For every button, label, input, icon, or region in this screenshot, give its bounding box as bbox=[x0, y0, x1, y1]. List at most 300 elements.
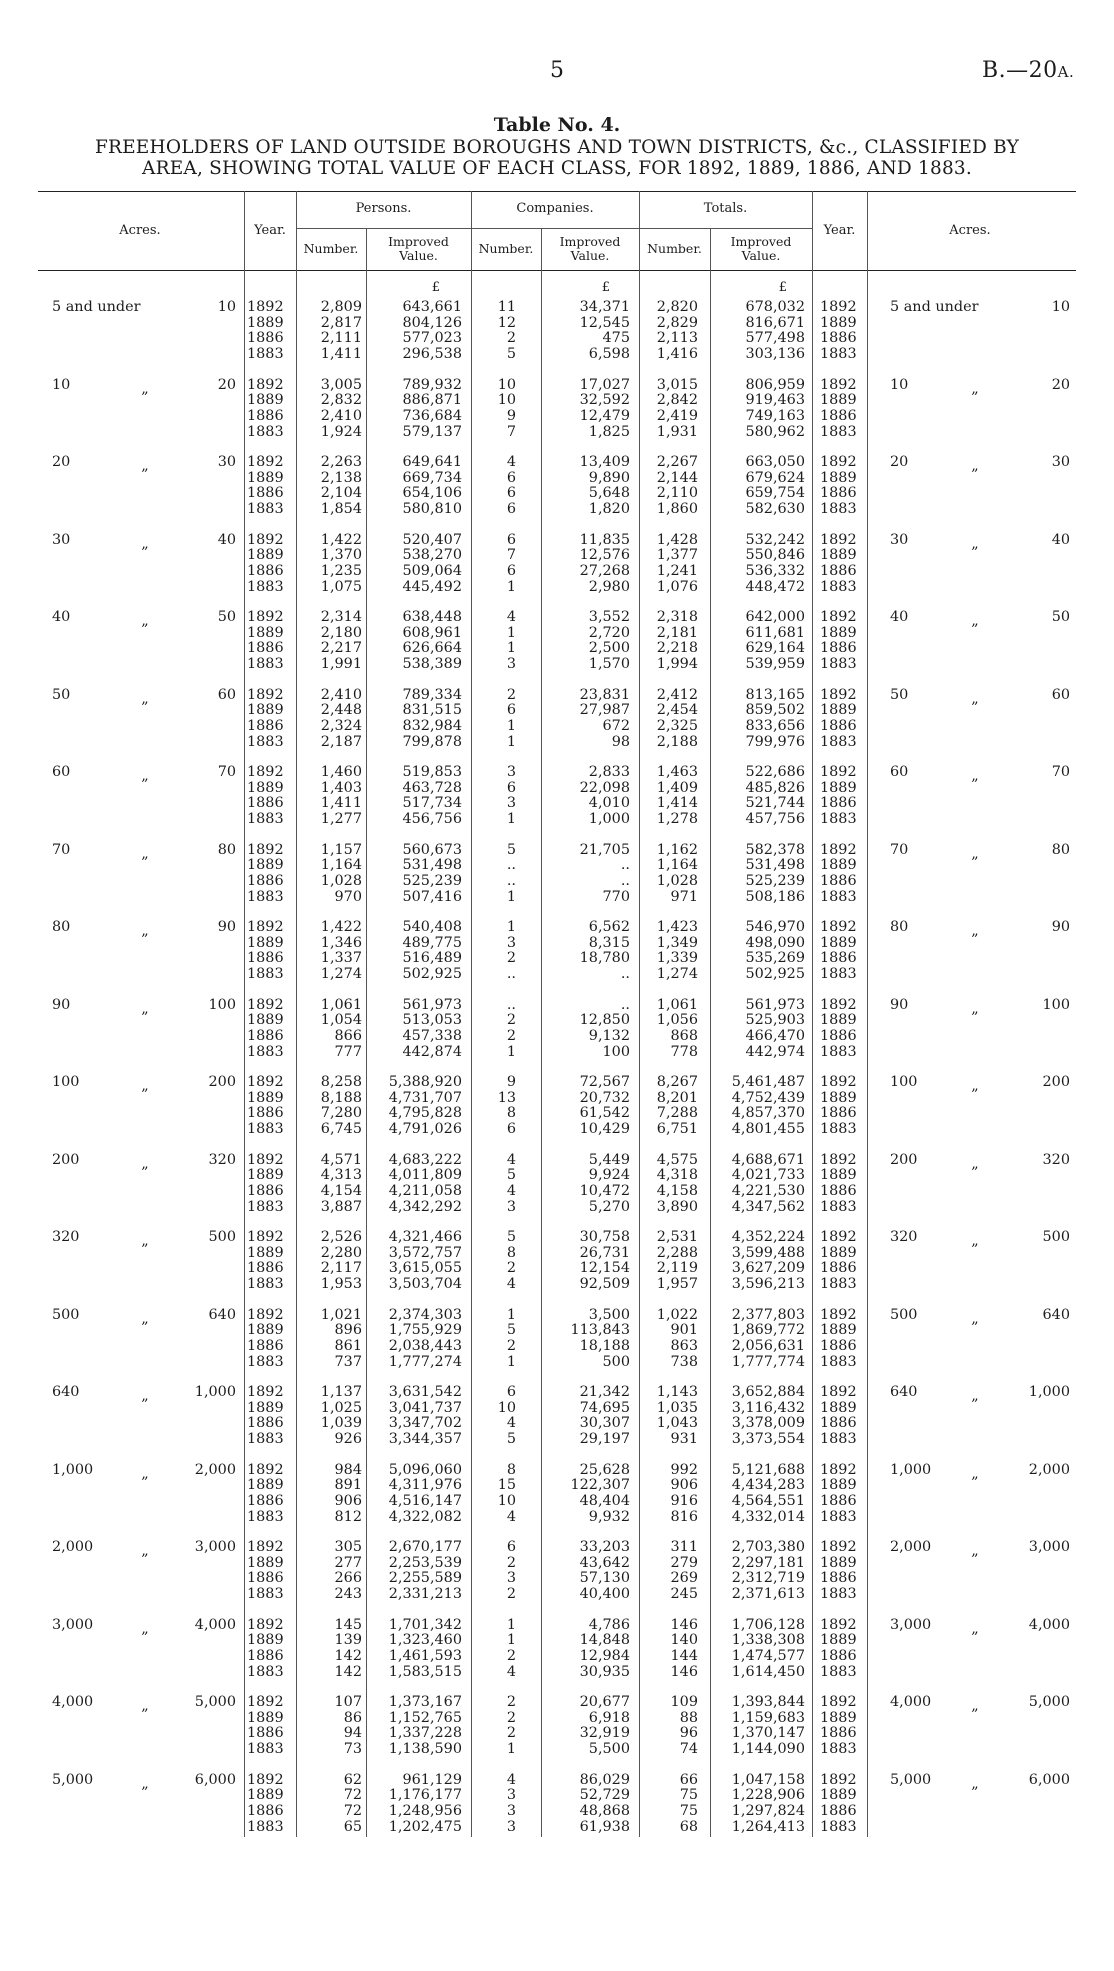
persons-number-cell: 2,324 bbox=[320, 717, 362, 734]
persons-value-cell: 649,641 bbox=[402, 454, 462, 470]
column-header-year-left: Year. bbox=[254, 223, 286, 238]
companies-value-cell: 26,731 bbox=[579, 1244, 630, 1261]
persons-number-cell: 3,005 bbox=[320, 376, 362, 393]
persons-number-cell: 2,314 bbox=[320, 609, 362, 625]
acres-to-left: 2,000 bbox=[194, 1461, 236, 1478]
totals-number-cell: 1,164 bbox=[656, 857, 698, 874]
persons-value-cell: 4,791,026 bbox=[388, 1121, 462, 1138]
acres-from-left: 1,000 bbox=[52, 1461, 94, 1478]
persons-number-cell: 1,953 bbox=[320, 1276, 362, 1293]
totals-number-cell: 8,267 bbox=[656, 1074, 698, 1090]
totals-number-cell: 1,061 bbox=[656, 996, 698, 1013]
acres-to-left: 6,000 bbox=[194, 1771, 236, 1788]
year-cell-right: 1883 bbox=[820, 1508, 857, 1525]
ditto-mark-left: „ bbox=[141, 1233, 149, 1249]
companies-number-cell: 1 bbox=[506, 717, 516, 734]
companies-number-cell: 11 bbox=[497, 299, 516, 315]
totals-number-cell: 992 bbox=[670, 1461, 698, 1478]
totals-number-cell: 1,339 bbox=[656, 950, 698, 967]
totals-number-cell: 7,288 bbox=[656, 1105, 698, 1122]
persons-value-cell: 4,342,292 bbox=[388, 1198, 462, 1215]
year-cell-right: 1883 bbox=[820, 1586, 857, 1603]
year-cell-right: 1886 bbox=[820, 950, 857, 967]
ditto-mark-left: „ bbox=[141, 845, 149, 862]
totals-number-cell: 1,241 bbox=[656, 562, 698, 579]
year-cell: 1889 bbox=[247, 779, 284, 796]
totals-number-cell: 4,318 bbox=[656, 1167, 698, 1184]
persons-number-cell: 2,104 bbox=[320, 485, 362, 502]
year-cell-right: 1892 bbox=[820, 1461, 857, 1478]
acres-from-left: 10 bbox=[52, 376, 71, 393]
persons-value-cell: 4,321,466 bbox=[388, 1229, 462, 1245]
acres-from-left: 5,000 bbox=[52, 1771, 94, 1788]
totals-value-cell: 448,472 bbox=[745, 578, 805, 595]
companies-number-cell: 4 bbox=[506, 609, 516, 625]
year-cell-right: 1886 bbox=[820, 1027, 857, 1044]
companies-value-cell: 3,552 bbox=[588, 609, 630, 625]
ditto-mark-left: „ bbox=[141, 380, 149, 397]
table-subtitle bbox=[30, 137, 1084, 179]
acres-to-right: 320 bbox=[1042, 1151, 1070, 1168]
companies-value-cell: 12,576 bbox=[579, 547, 630, 564]
year-cell-right: 1883 bbox=[820, 1818, 857, 1835]
acres-to-left: 30 bbox=[217, 454, 236, 470]
persons-value-cell: 804,126 bbox=[402, 314, 462, 331]
totals-number-cell: 96 bbox=[679, 1725, 698, 1742]
year-cell: 1886 bbox=[247, 562, 284, 579]
year-cell: 1883 bbox=[247, 1663, 284, 1680]
companies-value-cell: 32,592 bbox=[579, 392, 630, 409]
year-cell: 1886 bbox=[247, 330, 284, 347]
year-cell: 1889 bbox=[247, 392, 284, 409]
totals-value-cell: 442,974 bbox=[745, 1043, 805, 1060]
ditto-mark-left: „ bbox=[141, 1000, 149, 1017]
totals-value-cell: 532,242 bbox=[745, 531, 805, 548]
year-cell: 1883 bbox=[247, 1818, 284, 1835]
persons-number-cell: 3,887 bbox=[320, 1198, 362, 1215]
companies-number-cell: 3 bbox=[506, 1802, 516, 1819]
persons-number-cell: 1,460 bbox=[320, 764, 362, 780]
totals-number-cell: 88 bbox=[679, 1709, 698, 1726]
year-cell-right: 1889 bbox=[820, 702, 857, 719]
persons-number-cell: 2,448 bbox=[320, 702, 362, 719]
acres-to-right: 3,000 bbox=[1028, 1539, 1070, 1555]
totals-number-cell: 66 bbox=[679, 1771, 698, 1788]
companies-number-cell: 10 bbox=[497, 1399, 516, 1416]
companies-number-cell: 4 bbox=[506, 1151, 516, 1168]
year-cell: 1883 bbox=[247, 1431, 284, 1448]
acres-to-left: 200 bbox=[208, 1074, 236, 1090]
companies-value-cell: 500 bbox=[602, 1353, 630, 1370]
persons-value-cell: 4,516,147 bbox=[388, 1492, 462, 1509]
persons-number-cell: 2,117 bbox=[320, 1260, 362, 1277]
totals-value-cell: 4,564,551 bbox=[731, 1492, 805, 1509]
pound-sign-persons: £ bbox=[431, 280, 440, 295]
totals-number-cell: 2,144 bbox=[656, 469, 698, 486]
totals-value-cell: 3,599,488 bbox=[731, 1244, 805, 1261]
persons-value-cell: 1,202,475 bbox=[388, 1818, 462, 1835]
companies-number-cell: 3 bbox=[506, 1570, 516, 1587]
persons-value-cell: 3,041,737 bbox=[388, 1399, 462, 1416]
companies-value-cell: 21,705 bbox=[579, 841, 630, 858]
persons-number-cell: 1,054 bbox=[320, 1012, 362, 1029]
totals-value-cell: 1,393,844 bbox=[731, 1694, 805, 1710]
persons-value-cell: 2,331,213 bbox=[388, 1586, 462, 1603]
persons-value-cell: 5,388,920 bbox=[388, 1074, 462, 1090]
companies-value-cell: 33,203 bbox=[579, 1539, 630, 1555]
totals-number-cell: 906 bbox=[670, 1477, 698, 1494]
acres-from-right: 10 bbox=[890, 376, 909, 393]
year-cell-right: 1886 bbox=[820, 1647, 857, 1664]
totals-number-cell: 2,119 bbox=[656, 1260, 698, 1277]
companies-number-cell: 2 bbox=[506, 1709, 516, 1726]
acres-from-left: 70 bbox=[52, 841, 71, 858]
persons-number-cell: 1,422 bbox=[320, 531, 362, 548]
persons-number-cell: 2,817 bbox=[320, 314, 362, 331]
totals-number-cell: 1,994 bbox=[656, 656, 698, 673]
companies-value-cell: 43,642 bbox=[579, 1554, 630, 1571]
totals-number-cell: 1,278 bbox=[656, 811, 698, 828]
totals-value-cell: 1,869,772 bbox=[731, 1322, 805, 1339]
ditto-mark-right: „ bbox=[971, 768, 979, 784]
companies-number-cell: 4 bbox=[506, 1508, 516, 1525]
persons-number-cell: 73 bbox=[343, 1741, 362, 1758]
companies-value-cell: 9,890 bbox=[588, 469, 630, 486]
totals-value-cell: 611,681 bbox=[745, 624, 805, 641]
companies-number-cell: 1 bbox=[506, 1632, 516, 1649]
year-cell-right: 1886 bbox=[820, 795, 857, 812]
totals-value-cell: 525,239 bbox=[745, 872, 805, 889]
companies-number-cell: 3 bbox=[506, 1198, 516, 1215]
persons-number-cell: 1,924 bbox=[320, 423, 362, 440]
totals-number-cell: 8,201 bbox=[656, 1089, 698, 1106]
year-cell: 1892 bbox=[247, 1151, 284, 1168]
totals-number-cell: 68 bbox=[679, 1818, 698, 1835]
totals-value-cell: 303,136 bbox=[745, 346, 805, 363]
companies-number-cell: 3 bbox=[506, 764, 516, 780]
year-cell-right: 1892 bbox=[820, 1539, 857, 1555]
persons-number-cell: 2,809 bbox=[320, 299, 362, 315]
column-rule bbox=[471, 191, 472, 1837]
year-cell: 1889 bbox=[247, 1244, 284, 1261]
companies-value-cell: 11,835 bbox=[579, 531, 630, 548]
totals-number-cell: 74 bbox=[679, 1741, 698, 1758]
persons-value-cell: 2,374,303 bbox=[388, 1306, 462, 1323]
ditto-mark-left: „ bbox=[141, 535, 149, 552]
year-cell-right: 1883 bbox=[820, 1121, 857, 1138]
companies-number-cell: 2 bbox=[506, 1012, 516, 1029]
totals-number-cell: 1,860 bbox=[656, 501, 698, 518]
year-cell: 1886 bbox=[247, 1802, 284, 1819]
persons-number-cell: 1,028 bbox=[320, 872, 362, 889]
companies-number-cell: 3 bbox=[506, 656, 516, 673]
totals-value-cell: 1,370,147 bbox=[731, 1725, 805, 1742]
year-cell-right: 1886 bbox=[820, 1337, 857, 1354]
acres-from-right: 5 and under bbox=[890, 299, 979, 315]
subheader-persons-improved-value: Improved Value. bbox=[388, 234, 449, 263]
ditto-mark-left: „ bbox=[141, 1310, 149, 1327]
companies-value-cell: 9,924 bbox=[588, 1167, 630, 1184]
persons-number-cell: 1,991 bbox=[320, 656, 362, 673]
totals-value-cell: 522,686 bbox=[745, 764, 805, 780]
year-cell-right: 1886 bbox=[820, 717, 857, 734]
companies-number-cell: 7 bbox=[506, 547, 516, 564]
year-cell: 1883 bbox=[247, 1121, 284, 1138]
persons-value-cell: 577,023 bbox=[402, 330, 462, 347]
totals-value-cell: 4,857,370 bbox=[731, 1105, 805, 1122]
persons-value-cell: 2,670,177 bbox=[388, 1539, 462, 1555]
totals-number-cell: 3,890 bbox=[656, 1198, 698, 1215]
totals-number-cell: 140 bbox=[670, 1632, 698, 1649]
year-cell-right: 1892 bbox=[820, 1229, 857, 1245]
companies-value-cell: 113,843 bbox=[570, 1322, 630, 1339]
ditto-mark-right: „ bbox=[971, 1698, 979, 1714]
year-cell: 1883 bbox=[247, 1043, 284, 1060]
column-rule bbox=[296, 191, 297, 1837]
acres-to-left: 80 bbox=[217, 841, 236, 858]
persons-value-cell: 832,984 bbox=[402, 717, 462, 734]
companies-value-cell: 21,342 bbox=[579, 1384, 630, 1400]
persons-number-cell: 266 bbox=[334, 1570, 362, 1587]
year-cell: 1886 bbox=[247, 1260, 284, 1277]
companies-number-cell: 10 bbox=[497, 1492, 516, 1509]
subheader-totals-improved-value: Improved Value. bbox=[730, 234, 792, 263]
totals-value-cell: 2,056,631 bbox=[731, 1337, 805, 1354]
companies-value-cell: 12,479 bbox=[579, 407, 630, 424]
acres-to-right: 60 bbox=[1051, 686, 1070, 703]
year-cell-right: 1892 bbox=[820, 1074, 857, 1090]
companies-number-cell: 6 bbox=[506, 1539, 516, 1555]
companies-value-cell: 10,429 bbox=[579, 1121, 630, 1138]
ditto-mark-right: „ bbox=[971, 380, 979, 397]
totals-number-cell: 2,842 bbox=[656, 392, 698, 409]
ditto-mark-left: „ bbox=[141, 1155, 149, 1172]
persons-value-cell: 1,777,274 bbox=[388, 1353, 462, 1370]
year-cell: 1886 bbox=[247, 1647, 284, 1664]
persons-value-cell: 2,253,539 bbox=[388, 1554, 462, 1571]
companies-number-cell: 2 bbox=[506, 1725, 516, 1742]
totals-value-cell: 919,463 bbox=[745, 392, 805, 409]
totals-number-cell: 868 bbox=[670, 1027, 698, 1044]
companies-number-cell: 2 bbox=[506, 1027, 516, 1044]
totals-number-cell: 778 bbox=[670, 1043, 698, 1060]
acres-from-right: 3,000 bbox=[890, 1616, 932, 1633]
year-cell: 1883 bbox=[247, 656, 284, 673]
totals-number-cell: 1,162 bbox=[656, 841, 698, 858]
persons-number-cell: 984 bbox=[334, 1461, 362, 1478]
totals-number-cell: 75 bbox=[679, 1787, 698, 1804]
companies-value-cell: 92,509 bbox=[579, 1276, 630, 1293]
year-cell: 1892 bbox=[247, 609, 284, 625]
companies-number-cell: 6 bbox=[506, 1384, 516, 1400]
year-cell: 1892 bbox=[247, 1074, 284, 1090]
year-cell: 1889 bbox=[247, 1787, 284, 1804]
acres-to-left: 40 bbox=[217, 531, 236, 548]
persons-number-cell: 6,745 bbox=[320, 1121, 362, 1138]
year-cell: 1886 bbox=[247, 1027, 284, 1044]
year-cell-right: 1883 bbox=[820, 346, 857, 363]
year-cell: 1886 bbox=[247, 485, 284, 502]
totals-number-cell: 1,463 bbox=[656, 764, 698, 780]
persons-number-cell: 1,337 bbox=[320, 950, 362, 967]
companies-number-cell: 12 bbox=[497, 314, 516, 331]
acres-to-left: 640 bbox=[208, 1306, 236, 1323]
companies-value-cell: 27,987 bbox=[579, 702, 630, 719]
companies-value-cell: 6,918 bbox=[588, 1709, 630, 1726]
totals-number-cell: 2,531 bbox=[656, 1229, 698, 1245]
companies-number-cell: 2 bbox=[506, 330, 516, 347]
year-cell: 1883 bbox=[247, 1353, 284, 1370]
persons-number-cell: 1,346 bbox=[320, 934, 362, 951]
companies-value-cell: 6,562 bbox=[588, 919, 630, 935]
persons-number-cell: 107 bbox=[334, 1694, 362, 1710]
year-cell: 1889 bbox=[247, 1399, 284, 1416]
totals-value-cell: 5,461,487 bbox=[731, 1074, 805, 1090]
companies-number-cell: 10 bbox=[497, 376, 516, 393]
persons-value-cell: 3,615,055 bbox=[388, 1260, 462, 1277]
year-cell-right: 1883 bbox=[820, 1043, 857, 1060]
totals-number-cell: 4,575 bbox=[656, 1151, 698, 1168]
persons-number-cell: 4,154 bbox=[320, 1182, 362, 1199]
acres-to-right: 1,000 bbox=[1028, 1384, 1070, 1400]
persons-value-cell: 457,338 bbox=[402, 1027, 462, 1044]
totals-value-cell: 4,021,733 bbox=[731, 1167, 805, 1184]
persons-value-cell: 561,973 bbox=[402, 996, 462, 1013]
companies-value-cell: 57,130 bbox=[579, 1570, 630, 1587]
companies-number-cell: 5 bbox=[506, 1322, 516, 1339]
companies-value-cell: .. bbox=[620, 996, 630, 1013]
totals-value-cell: 2,377,803 bbox=[731, 1306, 805, 1323]
totals-value-cell: 3,627,209 bbox=[731, 1260, 805, 1277]
persons-number-cell: 2,180 bbox=[320, 624, 362, 641]
companies-number-cell: .. bbox=[506, 872, 516, 889]
persons-number-cell: 1,137 bbox=[320, 1384, 362, 1400]
companies-number-cell: 15 bbox=[497, 1477, 516, 1494]
year-cell-right: 1883 bbox=[820, 656, 857, 673]
persons-value-cell: 509,064 bbox=[402, 562, 462, 579]
acres-to-left: 70 bbox=[217, 764, 236, 780]
totals-number-cell: 146 bbox=[670, 1663, 698, 1680]
totals-number-cell: 901 bbox=[670, 1322, 698, 1339]
persons-number-cell: 72 bbox=[343, 1787, 362, 1804]
totals-value-cell: 4,752,439 bbox=[731, 1089, 805, 1106]
year-cell-right: 1889 bbox=[820, 1244, 857, 1261]
year-cell: 1886 bbox=[247, 795, 284, 812]
year-cell-right: 1892 bbox=[820, 686, 857, 703]
totals-value-cell: 3,378,009 bbox=[731, 1415, 805, 1432]
companies-number-cell: 3 bbox=[506, 795, 516, 812]
persons-value-cell: 531,498 bbox=[402, 857, 462, 874]
doc-ref-main: B.—20 bbox=[982, 58, 1058, 83]
totals-value-cell: 816,671 bbox=[745, 314, 805, 331]
acres-to-right: 500 bbox=[1042, 1229, 1070, 1245]
persons-number-cell: 2,410 bbox=[320, 686, 362, 703]
totals-number-cell: 2,110 bbox=[656, 485, 698, 502]
year-cell: 1892 bbox=[247, 996, 284, 1013]
table-title: Table No. 4. bbox=[493, 114, 621, 136]
year-cell: 1892 bbox=[247, 1539, 284, 1555]
column-rule bbox=[541, 228, 542, 1837]
ditto-mark-right: „ bbox=[971, 1620, 979, 1637]
persons-value-cell: 1,701,342 bbox=[388, 1616, 462, 1633]
acres-to-right: 30 bbox=[1051, 454, 1070, 470]
persons-value-cell: 1,583,515 bbox=[388, 1663, 462, 1680]
persons-value-cell: 560,673 bbox=[402, 841, 462, 858]
year-cell-right: 1889 bbox=[820, 392, 857, 409]
persons-number-cell: 2,526 bbox=[320, 1229, 362, 1245]
acres-from-right: 4,000 bbox=[890, 1694, 932, 1710]
acres-from-left: 80 bbox=[52, 919, 71, 935]
year-cell: 1892 bbox=[247, 1771, 284, 1788]
persons-value-cell: 886,871 bbox=[402, 392, 462, 409]
persons-value-cell: 1,461,593 bbox=[388, 1647, 462, 1664]
totals-value-cell: 833,656 bbox=[745, 717, 805, 734]
persons-number-cell: 1,274 bbox=[320, 966, 362, 983]
totals-value-cell: 3,652,884 bbox=[731, 1384, 805, 1400]
totals-value-cell: 1,297,824 bbox=[731, 1802, 805, 1819]
persons-number-cell: 243 bbox=[334, 1586, 362, 1603]
acres-from-right: 320 bbox=[890, 1229, 918, 1245]
year-cell: 1889 bbox=[247, 624, 284, 641]
persons-value-cell: 507,416 bbox=[402, 888, 462, 905]
ditto-mark-right: „ bbox=[971, 458, 979, 474]
acres-from-right: 640 bbox=[890, 1384, 918, 1400]
companies-value-cell: 10,472 bbox=[579, 1182, 630, 1199]
year-cell: 1886 bbox=[247, 1182, 284, 1199]
companies-value-cell: 9,132 bbox=[588, 1027, 630, 1044]
year-cell-right: 1892 bbox=[820, 1694, 857, 1710]
acres-to-left: 4,000 bbox=[194, 1616, 236, 1633]
column-header-companies: Companies. bbox=[516, 201, 594, 216]
year-cell: 1883 bbox=[247, 888, 284, 905]
companies-value-cell: 30,307 bbox=[579, 1415, 630, 1432]
acres-from-left: 320 bbox=[52, 1229, 80, 1245]
companies-value-cell: 98 bbox=[611, 733, 630, 750]
persons-value-cell: 643,661 bbox=[402, 299, 462, 315]
ditto-mark-right: „ bbox=[971, 1155, 979, 1172]
acres-from-left: 50 bbox=[52, 686, 71, 703]
year-cell-right: 1883 bbox=[820, 1276, 857, 1293]
companies-number-cell: 4 bbox=[506, 1182, 516, 1199]
companies-number-cell: 7 bbox=[506, 423, 516, 440]
totals-value-cell: 5,121,688 bbox=[731, 1461, 805, 1478]
column-header-persons: Persons. bbox=[355, 201, 412, 216]
persons-value-cell: 4,311,976 bbox=[388, 1477, 462, 1494]
companies-number-cell: 2 bbox=[506, 950, 516, 967]
year-cell: 1889 bbox=[247, 547, 284, 564]
year-cell: 1892 bbox=[247, 764, 284, 780]
year-cell-right: 1889 bbox=[820, 1089, 857, 1106]
persons-value-cell: 831,515 bbox=[402, 702, 462, 719]
persons-value-cell: 296,538 bbox=[402, 346, 462, 363]
acres-from-right: 100 bbox=[890, 1074, 918, 1090]
persons-number-cell: 2,832 bbox=[320, 392, 362, 409]
persons-value-cell: 1,755,929 bbox=[388, 1322, 462, 1339]
year-cell: 1883 bbox=[247, 966, 284, 983]
persons-value-cell: 4,795,828 bbox=[388, 1105, 462, 1122]
totals-number-cell: 916 bbox=[670, 1492, 698, 1509]
persons-number-cell: 139 bbox=[334, 1632, 362, 1649]
companies-value-cell: 1,570 bbox=[588, 656, 630, 673]
year-cell-right: 1892 bbox=[820, 454, 857, 470]
persons-number-cell: 1,157 bbox=[320, 841, 362, 858]
companies-value-cell: 23,831 bbox=[579, 686, 630, 703]
persons-number-cell: 926 bbox=[334, 1431, 362, 1448]
persons-number-cell: 2,263 bbox=[320, 454, 362, 470]
persons-number-cell: 1,025 bbox=[320, 1399, 362, 1416]
persons-number-cell: 277 bbox=[334, 1554, 362, 1571]
totals-number-cell: 2,412 bbox=[656, 686, 698, 703]
